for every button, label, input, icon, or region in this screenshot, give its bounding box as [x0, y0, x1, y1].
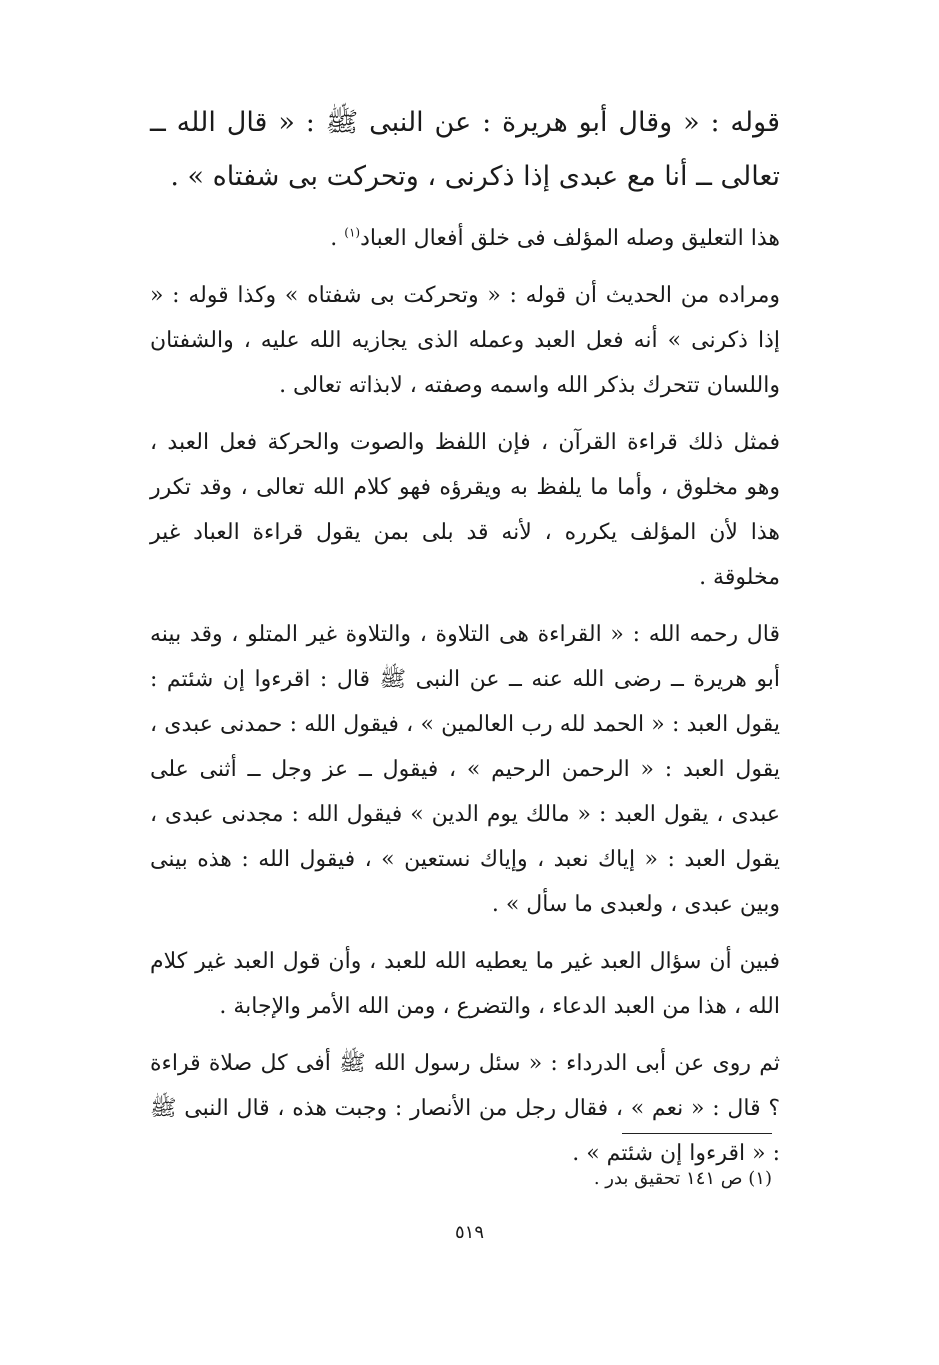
paragraph-5: قال رحمه الله : « القراءة هى التلاوة ، والتلاوة غير المتلو ، وقد بينه أبو هريرة ــ رضى الله عنه ــ عن النبى ﷺ قال : اقرءوا إن شئتم : يقول العبد : « الحمد لله رب العالمين » ، فيقول الله : حمدنى عبدى ، يقول العبد : « الرحمن الرحيم » ، فيقول ــ عز وجل ــ أثنى على عبدى ، يقول العبد : « مالك يوم الدين » فيقول الله : مجدنى عبدى ، يقول العبد : « إياك نعبد ، وإياك نستعين » ، فيقول الله : هذه بينى وبين عبدى ، ولعبدى ما سأل » .	[150, 622, 781, 917]
footnote: (١) ص ١٤١ تحقيق بدر .	[593, 1168, 772, 1189]
paragraph-2-text: هذا التعليق وصله المؤلف فى خلق أفعال العباد	[360, 226, 780, 251]
paragraph-4: فمثل ذلك قراءة القرآن ، فإن اللفظ والصوت والحركة فعل العبد ، وهو مخلوق ، وأما ما يلفظ به ويقرؤه فهو كلام الله تعالى ، وقد تكرر هذا لأن المؤلف يكرره ، لأنه قد بلى بمن يقول قراءة العباد غير مخلوقة .	[150, 430, 780, 590]
page-number: ٥١٩	[454, 1222, 484, 1243]
paragraph-7: ثم روى عن أبى الدرداء : « سئل رسول الله ﷺ أفى كل صلاة قراءة ؟ قال : « نعم » ، فقال رجل من الأنصار : وجبت هذه ، قال النبى ﷺ : « اقرءوا إن شئتم » .	[150, 1051, 780, 1166]
paragraph-2	[150, 216, 780, 261]
paragraph-6: فبين أن سؤال العبد غير ما يعطيه الله للعبد ، وأن قول العبد غير كلام الله ، هذا من العبد الدعاء ، والتضرع ، ومن الله الأمر والإجابة .	[150, 949, 780, 1019]
footnote-marker: (١)	[344, 225, 361, 240]
paragraph-3: ومراده من الحديث أن قوله : « وتحركت بى شفتاه » وكذا قوله : « إذا ذكرنى » أنه فعل العبد وعمله الذى يجازيه الله عليه ، والشفتان واللسان تتحرك بذكر الله واسمه وصفته ، لابذاته تعالى .	[150, 283, 780, 398]
paragraph-2-end: .	[330, 226, 345, 251]
paragraph-1: قوله : « وقال أبو هريرة : عن النبى ﷺ : « قال الله ــ تعالى ــ أنا مع عبدى إذا ذكرنى ، وتحركت بى شفتاه » .	[150, 107, 780, 192]
footnote-divider	[622, 1133, 772, 1134]
page-body	[150, 96, 780, 1176]
